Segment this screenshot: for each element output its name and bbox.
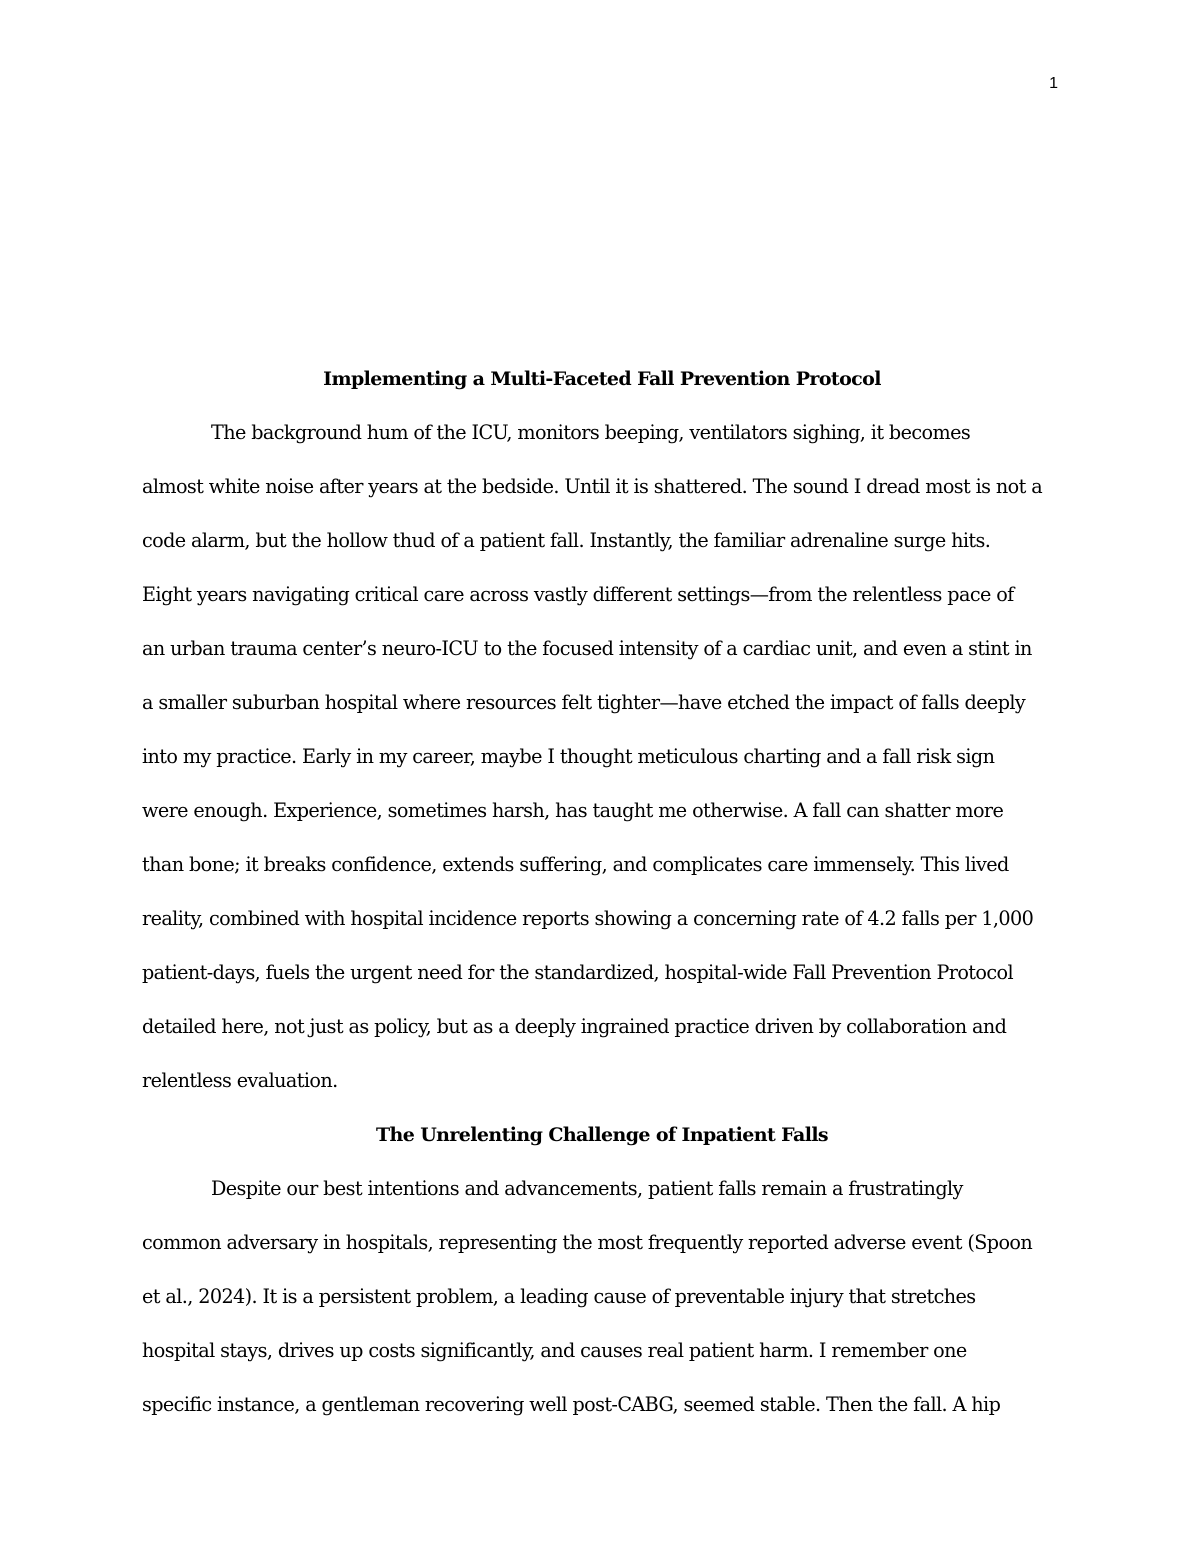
paragraph-line: into my practice. Early in my career, maybe I thought meticulous charting and a fall risk sign	[142, 745, 995, 768]
paragraph-line: common adversary in hospitals, representing the most frequently reported adverse event (Spoon	[142, 1231, 1033, 1254]
challenge-paragraph	[142, 1162, 1062, 1432]
section-heading: The Unrelenting Challenge of Inpatient Falls	[375, 1124, 829, 1146]
paragraph-line: specific instance, a gentleman recovering well post-CABG, seemed stable. Then the fall. A hip	[142, 1393, 1001, 1416]
page-number: 1	[1049, 75, 1058, 92]
paragraph-line: almost white noise after years at the bedside. Until it is shattered. The sound I dread most is not a	[142, 475, 1043, 498]
paragraph-line: et al., 2024). It is a persistent problem, a leading cause of preventable injury that stretches	[142, 1285, 976, 1308]
paragraph-line: than bone; it breaks confidence, extends suffering, and complicates care immensely. This lived	[142, 853, 1009, 876]
paragraph-line: The background hum of the ICU, monitors beeping, ventilators sighing, it becomes	[211, 421, 971, 444]
paragraph-line: reality, combined with hospital incidence reports showing a concerning rate of 4.2 falls per 1,000	[142, 907, 1034, 930]
document-title: Implementing a Multi-Faceted Fall Prevention Protocol	[323, 368, 881, 390]
paragraph-line: patient-days, fuels the urgent need for the standardized, hospital-wide Fall Prevention Protocol	[142, 961, 1013, 984]
paragraph-line: hospital stays, drives up costs significantly, and causes real patient harm. I remember one	[142, 1339, 967, 1362]
paragraph-line: detailed here, not just as policy, but as a deeply ingrained practice driven by collaboration and	[142, 1015, 1007, 1038]
paragraph-line: Despite our best intentions and advancements, patient falls remain a frustratingly	[211, 1177, 963, 1200]
document-body	[142, 352, 1062, 1432]
paragraph-line: an urban trauma center’s neuro-ICU to the focused intensity of a cardiac unit, and even a stint in	[142, 637, 1032, 660]
paragraph-line: code alarm, but the hollow thud of a patient fall. Instantly, the familiar adrenaline surge hits.	[142, 529, 991, 552]
paragraph-line: relentless evaluation.	[142, 1069, 338, 1092]
paragraph-line: were enough. Experience, sometimes harsh, has taught me otherwise. A fall can shatter more	[142, 799, 1004, 822]
paragraph-line: a smaller suburban hospital where resources felt tighter—have etched the impact of falls deeply	[142, 691, 1026, 714]
paragraph-line: Eight years navigating critical care across vastly different settings—from the relentless pace of	[142, 583, 1014, 606]
intro-paragraph	[142, 406, 1062, 1108]
